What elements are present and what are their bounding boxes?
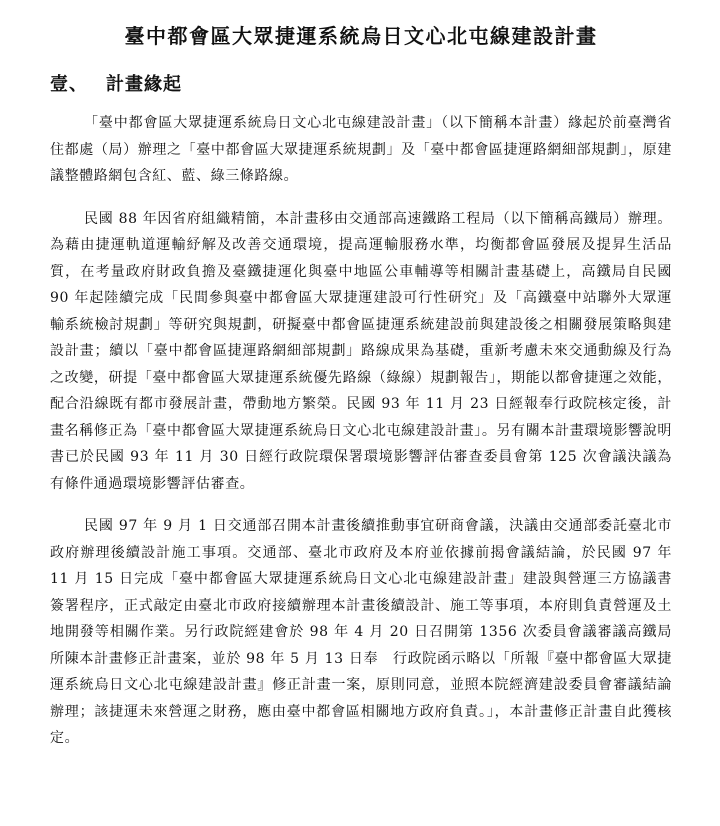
- paragraph-history: 民國 88 年因省府組織精簡，本計畫移由交通部高速鐵路工程局（以下簡稱高鐵局）辦理。為藉由捷運軌道運輸紓解及改善交通環境，提高運輸服務水準，均衡都會區發展及提昇生活品質，在考量政府財政負擔及臺鐵捷運化與臺中地區公車輔導等相關計畫基礎上，高鐵局自民國 90 年起陸續完成「民間參與臺中都會區大眾捷運建設可行性研究」及「高鐵臺中站聯外大眾運輸系統檢討規劃」等研究與規劃，研擬臺中都會區捷運系統建設前與建設後之相關發展策略與建設計畫；續以「臺中都會區捷運路網細部規劃」路線成果為基礎，重新考慮未來交通動線及行為之改變，研提「臺中都會區大眾捷運系統優先路線（綠線）規劃報告」，期能以都會捷運之效能，配合沿線既有都市發展計畫，帶動地方繁榮。民國 93 年 11 月 23 日經報奉行政院核定後，計畫名稱修正為「臺中都會區大眾捷運系統烏日文心北屯線建設計畫」。另有關本計畫環境影響說明書已於民國 93 年 11 月 30 日經行政院環保署環境影響評估審查委員會第 125 次會議決議為有條件通過環境影響評估審查。: [50, 210, 672, 492]
- section-body: [50, 110, 672, 752]
- paragraph-origin: 「臺中都會區大眾捷運系統烏日文心北屯線建設計畫」（以下簡稱本計畫）緣起於前臺灣省住都處（局）辦理之「臺中都會區大眾捷運系統規劃」及「臺中都會區捷運路網細部規劃」，原建議整體路網包含紅、藍、綠三條路線。: [50, 115, 672, 184]
- document-title: 臺中都會區大眾捷運系統烏日文心北屯線建設計畫: [124, 24, 598, 48]
- section-heading: [50, 72, 672, 98]
- section-number: 壹、: [50, 74, 88, 95]
- section-title: 計畫緣起: [106, 74, 182, 95]
- paragraph-approval: 民國 97 年 9 月 1 日交通部召開本計畫後續推動事宜研商會議，決議由交通部委託臺北市政府辦理後續設計施工事項。交通部、臺北市政府及本府並依據前揭會議結論，於民國 97 年 11 月 15 日完成「臺中都會區大眾捷運系統烏日文心北屯線建設計畫」建設與營運三方協議書簽署程序，正式敲定由臺北市政府接續辦理本計畫後續設計、施工等事項，本府則負責營運及土地開發等相關作業。另行政院經建會於 98 年 4 月 20 日召開第 1356 次委員會議審議高鐵局所陳本計畫修正計畫案，並於 98 年 5 月 13 日奉 行政院函示略以「所報『臺中都會區大眾捷運系統烏日文心北屯線建設計畫』修正計畫一案，原則同意，並照本院經濟建設委員會審議結論辦理；該捷運未來營運之財務，應由臺中都會區相關地方政府負責。」，本計畫修正計畫自此獲核定。: [50, 518, 672, 746]
